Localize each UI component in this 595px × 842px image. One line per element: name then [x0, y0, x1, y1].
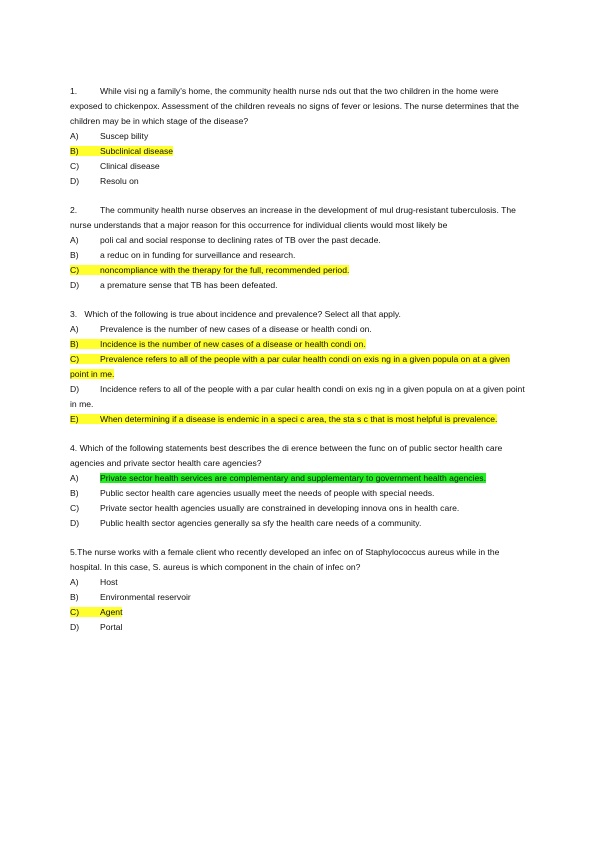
question-body: Which of the following is true about incidence and prevalence? Select all that apply.: [84, 309, 401, 319]
option-a: [70, 471, 530, 486]
option-text: a reduc on in funding for surveillance and research.: [100, 250, 296, 260]
option-d: [70, 174, 530, 189]
document-page: [70, 84, 530, 635]
option-c: [70, 352, 530, 382]
answer-highlight: [100, 473, 486, 483]
answer-highlight: [70, 414, 497, 424]
option-letter: C): [70, 503, 80, 513]
option-c: [70, 605, 530, 620]
question-3: [70, 307, 530, 427]
question-5: [70, 545, 530, 635]
option-a: [70, 129, 530, 144]
option-letter: A): [70, 473, 79, 483]
option-letter: E): [70, 414, 79, 424]
option-text: Incidence is the number of new cases of a disease or health condi on.: [100, 339, 366, 349]
option-text: a premature sense that TB has been defeated.: [100, 280, 278, 290]
option-text: Host: [100, 577, 118, 587]
option-letter: C): [70, 161, 80, 171]
option-letter: D): [70, 176, 80, 186]
question-number: 5.: [70, 547, 78, 557]
option-letter: B): [70, 592, 79, 602]
question-number: 2.: [70, 205, 78, 215]
option-letter: B): [70, 146, 79, 156]
option-text: Resolu on: [100, 176, 139, 186]
option-letter: B): [70, 339, 79, 349]
answer-highlight: [70, 607, 122, 617]
question-text: [70, 307, 530, 322]
question-number: 1.: [70, 86, 78, 96]
option-b: [70, 337, 530, 352]
question-body: The nurse works with a female client who recently developed an infec on of Staphylococcus aureus while in the hospital. In this case, S. aureus is which component in the chain of infec on?: [70, 547, 500, 572]
option-letter: D): [70, 622, 80, 632]
option-text: Private sector health services are complementary and supplementary to government health agencies.: [100, 473, 486, 483]
option-c: [70, 159, 530, 174]
question-number: 4.: [70, 443, 78, 453]
question-body: The community health nurse observes an increase in the development of mul drug-resistant tuberculosis. The nurse understands that a major reason for this occurrence for individual clients would most likely be: [70, 205, 516, 230]
option-b: [70, 248, 530, 263]
option-text: Public sector health care agencies usually meet the needs of people with special needs.: [100, 488, 435, 498]
option-letter: A): [70, 235, 79, 245]
option-letter: C): [70, 354, 80, 364]
question-text: [70, 441, 530, 471]
option-a: [70, 233, 530, 248]
option-text: Prevalence is the number of new cases of a disease or health condi on.: [100, 324, 372, 334]
option-d: [70, 516, 530, 531]
option-d: [70, 278, 530, 293]
option-text: noncompliance with the therapy for the full, recommended period.: [100, 265, 350, 275]
question-text: [70, 84, 530, 129]
option-text: Clinical disease: [100, 161, 160, 171]
option-text: Subclinical disease: [100, 146, 174, 156]
option-text: Environmental reservoir: [100, 592, 191, 602]
question-text: [70, 545, 530, 575]
option-letter: A): [70, 131, 79, 141]
option-letter: C): [70, 607, 80, 617]
option-letter: A): [70, 324, 79, 334]
option-letter: A): [70, 577, 79, 587]
option-letter: B): [70, 250, 79, 260]
option-letter: C): [70, 265, 80, 275]
option-b: [70, 486, 530, 501]
option-text: Public health sector agencies generally sa sfy the health care needs of a community.: [100, 518, 422, 528]
answer-highlight: [70, 354, 510, 379]
answer-highlight: [70, 146, 173, 156]
option-b: [70, 590, 530, 605]
question-body: Which of the following statements best describes the di erence between the func on of public sector health care agencies and private sector health care agencies?: [70, 443, 503, 468]
option-a: [70, 322, 530, 337]
option-letter: B): [70, 488, 79, 498]
option-text: Portal: [100, 622, 123, 632]
question-2: [70, 203, 530, 293]
option-d: [70, 620, 530, 635]
question-number: 3.: [70, 309, 78, 319]
option-c: [70, 263, 530, 278]
answer-highlight: [70, 265, 349, 275]
answer-highlight: [70, 339, 366, 349]
question-1: [70, 84, 530, 189]
option-letter: D): [70, 280, 80, 290]
option-text: Prevalence refers to all of the people with a par cular health condi on exis ng in a given popula on at a given point in me.: [70, 354, 510, 379]
option-e: [70, 412, 530, 427]
question-4: [70, 441, 530, 531]
option-text: Private sector health agencies usually are constrained in developing innova ons in health care.: [100, 503, 460, 513]
option-text: poli cal and social response to declining rates of TB over the past decade.: [100, 235, 381, 245]
option-text: Suscep bility: [100, 131, 149, 141]
option-text: When determining if a disease is endemic in a speci c area, the sta s c that is most helpful is prevalence.: [100, 414, 498, 424]
option-text: Incidence refers to all of the people with a par cular health condi on exis ng in a given popula on at a given point in me.: [70, 384, 525, 409]
question-text: [70, 203, 530, 233]
option-d: [70, 382, 530, 412]
option-a: [70, 575, 530, 590]
option-letter: D): [70, 384, 80, 394]
option-c: [70, 501, 530, 516]
option-letter: D): [70, 518, 80, 528]
option-text: Agent: [100, 607, 123, 617]
question-body: While visi ng a family's home, the community health nurse nds out that the two children in the home were exposed to chickenpox. Assessment of the children reveals no signs of fever or lesions. The nurse determines that the children may be in which stage of the disease?: [70, 86, 519, 126]
option-b: [70, 144, 530, 159]
